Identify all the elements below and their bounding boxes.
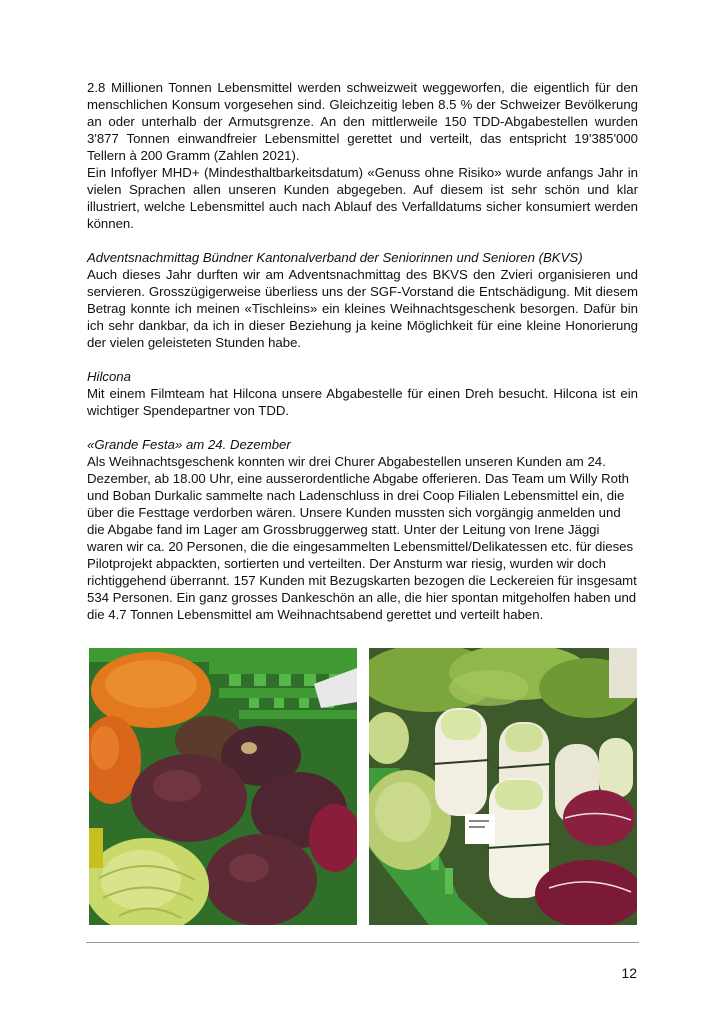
section-heading-hilcona: Hilcona [87,369,131,384]
section-body-grande-festa: Als Weihnachtsgeschenk konnten wir drei Churer Abgabestellen unseren Kunden am 24. Dezember, ab 18.00 Uhr, eine ausserordentliche Abgabe offerieren. Das Team um Willy Roth und Boban Durkalic sammelte nach Ladenschluss in drei Coop Filialen Lebensmittel ein, die über die Festtage verdorben wären. Unsere Kunden mussten sich vorgängig anmelden und die Abgabe fand im Lager am Grossbruggerweg statt. Unter der Leitung von Irene Jäggi waren wir ca. 20 Personen, die die eingesammelten Lebensmittel/Delikatessen etc. für dieses Pilotprojekt abpackten, sortierten und verteilten. Der Ansturm war riesig, wurden wir doch richtiggehend überrannt. 157 Kunden mit Bezugskarten bezogen die Leckereien für insgesamt 534 Personen. Ein ganz grosses Dankeschön an alle, die hier spontan mitgeholfen haben und die 4.7 Tonnen Lebensmittel am Weihnachtsabend gerettet und verteilt haben. [87,454,637,622]
footer-rule [86,942,639,943]
intro-paragraph-1: 2.8 Millionen Tonnen Lebensmittel werden schweizweit weggeworfen, die eigentlich für den menschlichen Konsum vorgesehen sind. Gleichzeitig leben 8.5 % der Schweizer Bevölkerung an oder unterhalb der Armutsgrenze. An den mittlerweile 150 TDD-Abgabestellen wurden 3'877 Tonnen einwandfreier Lebensmittel gerettet und verteilt, das entspricht 19'385'000 Tellern à 200 Gramm (Zahlen 2021). [87,80,638,163]
photo-lettuce-crate [369,648,637,925]
section-heading-grande-festa: «Grande Festa» am 24. Dezember [87,437,291,452]
photo-vegetables-crate [89,648,357,925]
body-text [87,79,638,623]
intro-paragraph-2: Ein Infoflyer MHD+ (Mindesthaltbarkeitsdatum) «Genuss ohne Risiko» wurde anfangs Jahr in vielen Sprachen allen unseren Kunden abgegeben. Auf diesem ist sehr schön und klar illustriert, welche Lebensmittel auch nach Ablauf des Verfalldatums sicher konsumiert werden können. [87,165,638,231]
page-number: 12 [621,965,637,981]
section-heading-bkvs: Adventsnachmittag Bündner Kantonalverband der Seniorinnen und Senioren (BKVS) [87,250,583,265]
section-body-hilcona: Mit einem Filmteam hat Hilcona unsere Abgabestelle für einen Dreh besucht. Hilcona ist ein wichtiger Spendepartner von TDD. [87,386,638,418]
section-body-bkvs: Auch dieses Jahr durften wir am Adventsnachmittag des BKVS den Zvieri organisieren und servieren. Grosszügigerweise überliess uns der SGF-Vorstand die Entschädigung. Mit diesem Betrag konnte ich meinen «Tischleins» ein kleines Weihnachtsgeschenk besorgen. Dafür bin ich sehr dankbar, da ich in dieser Beziehung ja keine Möglichkeit für eine kleine Honorierung der vielen geleisteten Stunden habe. [87,267,638,350]
